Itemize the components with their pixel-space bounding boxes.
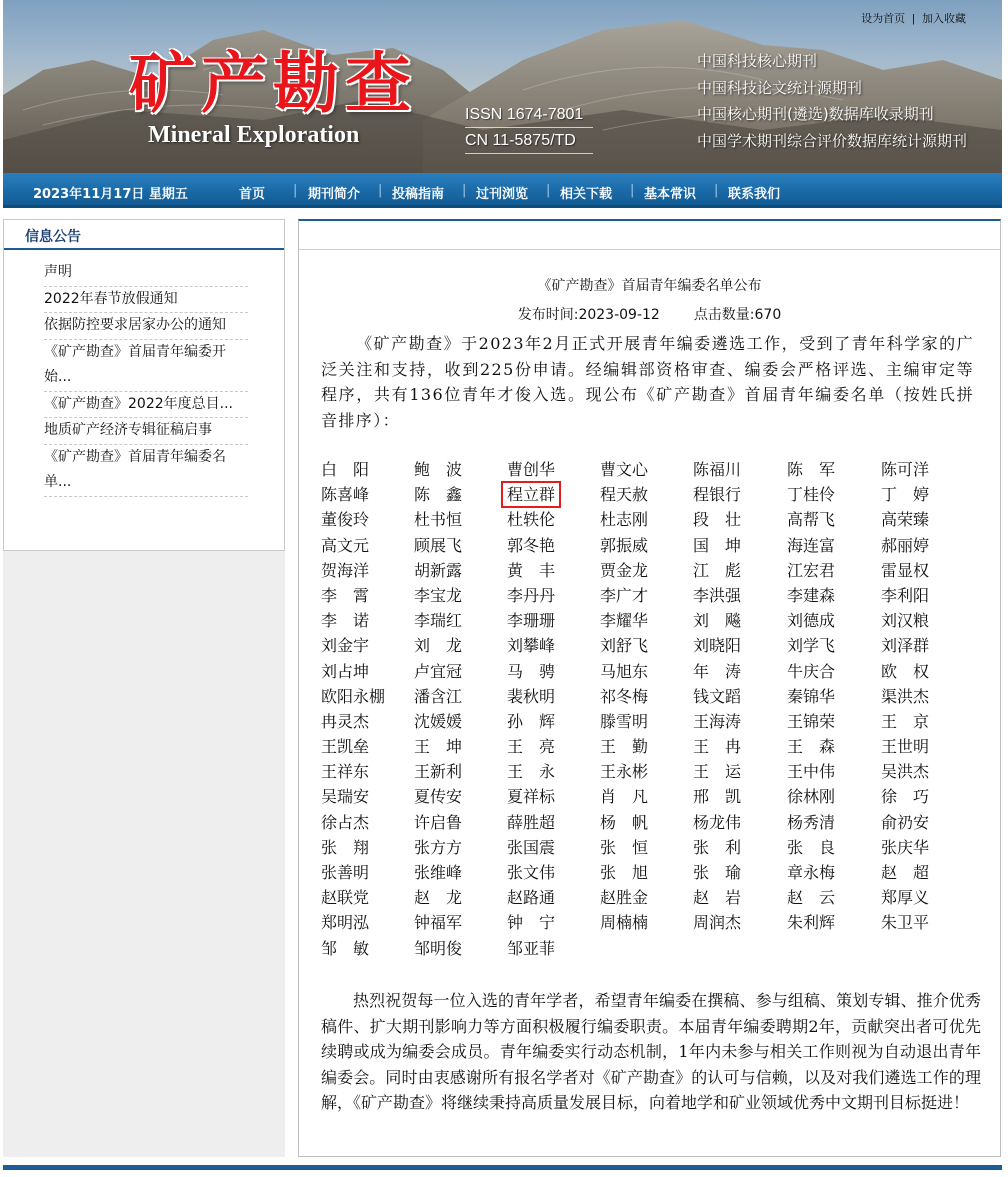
editor-name: 刘学飞 [787, 636, 836, 656]
editor-name: 刘占坤 [321, 661, 370, 681]
editor-name: 李 霄 [321, 585, 370, 605]
name-row [321, 633, 981, 658]
nav-contact-us[interactable]: 联系我们 [728, 187, 781, 202]
editor-name: 王世明 [881, 737, 930, 757]
editor-name: 李珊珊 [507, 611, 556, 631]
editor-name: 刘攀峰 [507, 636, 556, 656]
editor-name: 李利阳 [881, 585, 930, 605]
name-row [321, 533, 981, 558]
journal-index-line: 中国学术期刊综合评价数据库统计源期刊 [697, 131, 968, 150]
editor-name: 曹文心 [600, 460, 649, 479]
name-row [321, 734, 981, 759]
editor-name: 李宝龙 [414, 585, 463, 605]
editor-name: 王新利 [414, 762, 463, 782]
journal-title-en: Mineral Exploration [148, 122, 360, 148]
name-row [321, 810, 981, 835]
editor-name: 胡新露 [414, 560, 463, 580]
nav-basic-knowledge[interactable]: 基本常识 [644, 187, 697, 202]
editor-name: 张 翔 [321, 837, 370, 857]
add-favorite-link[interactable]: 加入收藏 [922, 13, 966, 25]
editor-name: 国 坤 [693, 535, 742, 555]
editor-name: 高荣臻 [881, 510, 930, 530]
editor-name: 杨秀清 [787, 812, 836, 832]
editor-name: 杨 帆 [600, 812, 649, 832]
article-intro: 《矿产勘查》于2023年2月正式开展青年编委遴选工作，受到了青年科学家的广泛关注和支持，收到225份申请。经编辑部资格审查、编委会严格评选、主编审定等程序，共有136位青年才俊入选。现公布《矿产勘查》首届青年编委名单（按姓氏拼音排序）： [321, 334, 974, 430]
editor-name: 郑厚义 [881, 888, 930, 908]
notice-list [44, 260, 248, 497]
name-row [321, 558, 981, 583]
editor-name: 鲍 波 [414, 460, 463, 479]
editor-name: 周楠楠 [600, 913, 649, 933]
editor-name: 陈喜峰 [321, 485, 370, 505]
set-homepage-link[interactable]: 设为首页 [861, 13, 906, 25]
editor-name: 陈可洋 [881, 460, 930, 479]
editor-name: 许启鲁 [414, 812, 463, 832]
editor-name: 顾展飞 [414, 535, 463, 555]
editor-name: 周润杰 [693, 913, 742, 933]
editor-name: 赵 超 [881, 863, 930, 882]
main-nav [3, 173, 1002, 208]
editor-name: 邹明俊 [414, 938, 463, 958]
editor-name: 秦锦华 [787, 686, 836, 706]
editor-name: 刘泽群 [881, 636, 930, 656]
top-links [861, 10, 966, 26]
editor-name: 王祥东 [321, 762, 370, 782]
editor-name: 朱利辉 [787, 913, 836, 933]
editor-name: 张 恒 [600, 837, 649, 857]
header-banner [3, 0, 1002, 173]
name-row [321, 684, 981, 709]
editor-name: 黄 丰 [507, 560, 556, 580]
journal-title-cn: 矿产勘查 [129, 45, 417, 122]
editor-name: 王 森 [787, 737, 836, 757]
editor-name: 牛庆合 [787, 661, 836, 681]
click-count: 点击数量:670 [693, 307, 782, 323]
editor-name: 贺海洋 [321, 560, 370, 580]
nav-separator: | [546, 183, 551, 198]
editor-name: 赵胜金 [600, 888, 649, 908]
editor-name: 刘德成 [787, 611, 836, 631]
footer-bar [3, 1165, 1002, 1170]
editor-name: 海连富 [787, 535, 836, 555]
editor-name: 赵 岩 [693, 888, 742, 908]
editor-name: 邹 敏 [321, 938, 370, 958]
nav-submission-guide[interactable]: 投稿指南 [392, 187, 445, 202]
cn-number: CN 11-5875/TD [465, 128, 593, 154]
editor-name: 江 彪 [693, 560, 742, 580]
name-row [321, 659, 981, 684]
panel-divider [299, 249, 1000, 250]
editor-name: 李瑞红 [414, 611, 463, 631]
editor-name: 刘舒飞 [600, 636, 649, 656]
top-links-separator: | [912, 13, 915, 25]
editor-name: 白 阳 [321, 460, 370, 479]
editor-name: 李 诺 [321, 611, 370, 631]
editor-name: 刘 龙 [414, 636, 463, 656]
notice-item[interactable]: 《矿产勘查》首届青年编委名单... [44, 445, 248, 497]
editor-name: 刘汉粮 [881, 611, 930, 631]
journal-index-line: 中国科技论文统计源期刊 [697, 78, 863, 97]
editor-name: 马 骋 [507, 661, 556, 681]
editor-name: 雷显权 [881, 560, 930, 580]
name-row [321, 784, 981, 809]
notice-heading: 信息公告 [4, 220, 284, 250]
editor-name: 赵 云 [787, 888, 836, 908]
editor-name: 王海涛 [693, 711, 742, 731]
editor-name: 李丹丹 [507, 585, 556, 605]
editor-name: 祁冬梅 [600, 686, 649, 706]
notice-item[interactable]: 2022年春节放假通知 [44, 287, 248, 314]
name-row [321, 583, 981, 608]
editor-name: 王 永 [507, 762, 556, 782]
editor-name: 赵路通 [507, 888, 556, 908]
article-title: 《矿产勘查》首届青年编委名单公布 [537, 278, 762, 294]
editor-name: 年 涛 [693, 661, 742, 681]
editor-name: 王 京 [881, 711, 930, 731]
editor-name: 郭振威 [600, 535, 649, 555]
editor-name: 高帮飞 [787, 510, 836, 530]
editor-name: 陈福川 [693, 460, 742, 479]
editor-name: 王 运 [693, 762, 742, 782]
editor-name: 薛胜超 [507, 812, 556, 832]
article-closing: 热烈祝贺每一位入选的青年学者，希望青年编委在撰稿、参与组稿、策划专辑、推介优秀稿件、扩大期刊影响力等方面积极履行编委职责。本届青年编委聘期2年，贡献突出者可优先续聘或成为编委会成员。青年编委实行动态机制，1年内未参与相关工作则视为自动退出青年编委会。同时由衷感谢所有报名学者对《矿产勘查》的认可与信赖，以及对我们遴选工作的理解，《矿产勘查》将继续秉持高质量发展目标，向着地学和矿业领域优秀中文期刊目标挺进！ [321, 991, 981, 1112]
editor-name: 李建森 [787, 585, 836, 605]
editor-name: 郑明泓 [321, 913, 370, 933]
editor-name: 李耀华 [600, 611, 649, 631]
editor-name: 滕雪明 [600, 711, 649, 731]
notice-item[interactable]: 依据防控要求居家办公的通知 [44, 313, 248, 340]
editor-name: 钟福军 [414, 913, 463, 933]
editor-name: 沈媛媛 [414, 711, 463, 731]
editor-name: 潘含江 [414, 686, 463, 706]
editor-name: 肖 凡 [600, 787, 649, 807]
editor-name: 杜书恒 [414, 510, 463, 530]
editor-name: 冉灵杰 [321, 711, 370, 731]
name-row [321, 860, 981, 885]
article-meta [299, 304, 1000, 324]
editor-name: 董俊玲 [321, 510, 370, 530]
editor-name: 丁桂伶 [787, 485, 836, 505]
highlighted-editor-name: 程立群 [503, 483, 559, 506]
editor-name: 张维峰 [414, 863, 463, 882]
name-row [321, 835, 981, 860]
editor-name: 张 利 [693, 837, 742, 857]
editor-name: 陈 军 [787, 460, 836, 479]
editor-name: 王 亮 [507, 737, 556, 757]
publish-time: 发布时间:2023-09-12 [517, 307, 660, 323]
notice-item[interactable]: 声明 [44, 260, 248, 287]
article-panel [298, 219, 1001, 1157]
editor-name: 张庆华 [881, 837, 930, 857]
editor-name-list [321, 457, 981, 961]
editor-name: 张 旭 [600, 863, 649, 882]
notice-item[interactable]: 《矿产勘查》首届青年编委开始... [44, 340, 248, 392]
editor-name: 朱卫平 [881, 913, 930, 933]
editor-name: 张国震 [507, 837, 556, 857]
name-row [321, 936, 981, 961]
editor-name: 曹创华 [507, 460, 556, 479]
editor-name: 张方方 [414, 837, 463, 857]
issn-number: ISSN 1674-7801 [465, 102, 593, 128]
editor-name: 钱文蹈 [693, 686, 742, 706]
editor-name: 徐林刚 [787, 787, 836, 807]
editor-name: 郝丽婷 [881, 535, 930, 555]
editor-name: 马旭东 [600, 661, 649, 681]
name-row [321, 457, 981, 482]
nav-downloads[interactable]: 相关下载 [560, 187, 613, 202]
editor-name: 杜轶伦 [507, 510, 556, 530]
editor-name: 赵 龙 [414, 888, 463, 908]
name-row [321, 759, 981, 784]
name-row [321, 608, 981, 633]
editor-name: 夏祥标 [507, 787, 556, 807]
journal-index-line: 中国核心期刊(遴选)数据库收录期刊 [697, 105, 934, 123]
editor-name: 杜志刚 [600, 510, 649, 530]
editor-name: 徐 巧 [881, 787, 930, 807]
editor-name: 王凯垒 [321, 737, 370, 757]
editor-name: 张 瑜 [693, 863, 742, 882]
editor-name: 王永彬 [600, 762, 649, 782]
editor-name: 段 壮 [693, 510, 742, 530]
nav-separator: | [462, 183, 467, 198]
nav-separator: | [714, 183, 719, 198]
editor-name: 裴秋明 [507, 686, 556, 706]
editor-name: 杨龙伟 [693, 812, 742, 832]
journal-index-list [697, 48, 967, 154]
nav-separator: | [630, 183, 635, 198]
editor-name: 俞礽安 [881, 812, 930, 832]
editor-name: 刘晓阳 [693, 636, 742, 656]
nav-separator: | [293, 183, 298, 198]
nav-journal-intro[interactable]: 期刊简介 [308, 187, 361, 202]
name-row [321, 910, 981, 935]
editor-name: 张文伟 [507, 863, 556, 882]
editor-name: 渠洪杰 [881, 686, 930, 706]
editor-name: 邹亚菲 [507, 938, 556, 958]
editor-name: 郭冬艳 [507, 535, 556, 555]
editor-name: 王 勤 [600, 737, 649, 757]
editor-name: 徐占杰 [321, 812, 370, 832]
editor-name: 程天赦 [600, 485, 649, 505]
editor-name: 李洪强 [693, 585, 742, 605]
editor-name: 欧阳永棚 [321, 686, 386, 706]
editor-name: 程银行 [693, 485, 742, 505]
notice-item[interactable]: 地质矿产经济专辑征稿启事 [44, 418, 248, 445]
editor-name: 张善明 [321, 863, 370, 882]
editor-name: 丁 婷 [881, 485, 930, 505]
name-row [321, 482, 981, 507]
editor-name: 李广才 [600, 585, 649, 605]
editor-name: 王 冉 [693, 737, 742, 757]
nav-separator: | [378, 183, 383, 198]
journal-index-line: 中国科技核心期刊 [697, 52, 818, 70]
editor-name: 高文元 [321, 535, 370, 555]
name-row [321, 507, 981, 532]
editor-name: 吴洪杰 [881, 762, 930, 782]
issn-block [465, 102, 593, 154]
name-row [321, 709, 981, 734]
editor-name: 王 坤 [414, 737, 463, 757]
editor-name: 夏传安 [414, 787, 463, 807]
editor-name: 吴瑞安 [321, 787, 370, 807]
editor-name: 王中伟 [787, 762, 836, 782]
editor-name: 卢宜冠 [414, 661, 463, 681]
editor-name: 赵联党 [321, 888, 370, 908]
editor-name: 邢 凯 [693, 787, 742, 807]
editor-name: 刘金宇 [321, 636, 370, 656]
current-date: 2023年11月17日 星期五 [33, 187, 188, 202]
editor-name: 江宏君 [787, 560, 836, 580]
editor-name: 孙 辉 [507, 711, 556, 731]
notice-item[interactable]: 《矿产勘查》2022年度总目... [44, 392, 248, 419]
editor-name: 欧 权 [881, 661, 930, 681]
editor-name: 钟 宁 [507, 913, 556, 933]
editor-name: 王锦荣 [787, 711, 836, 731]
nav-home[interactable]: 首页 [239, 187, 266, 202]
editor-name: 张 良 [787, 837, 836, 857]
editor-name: 刘 飚 [693, 611, 742, 631]
notice-box [3, 219, 285, 551]
sidebar [3, 219, 285, 1157]
editor-name: 陈 鑫 [414, 485, 463, 505]
editor-name: 贾金龙 [600, 560, 649, 580]
nav-back-issues[interactable]: 过刊浏览 [476, 187, 529, 202]
editor-name: 章永梅 [787, 863, 836, 882]
name-row [321, 885, 981, 910]
